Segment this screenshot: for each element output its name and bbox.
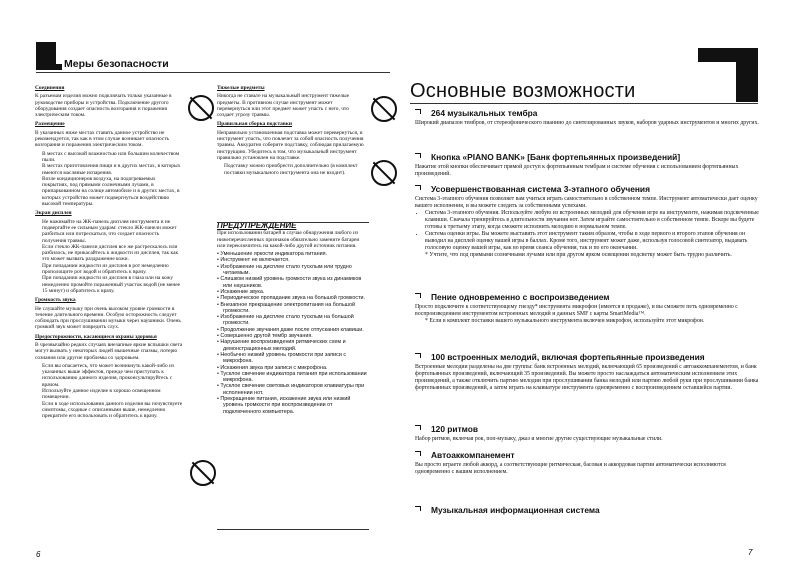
section-title-text: 120 ритмов — [431, 424, 479, 434]
list-item: • При попадании жидкости из дисплея в глаза или на кожу немедленно промойте пораженный участок водой (не менее 15 минут) и обратитесь к врачу. — [42, 275, 183, 294]
section-body — [415, 120, 759, 127]
list-item: • В местах приготовления пищи и в других местах, в которых имеются масляные испарения. — [42, 163, 183, 176]
section-title — [415, 352, 759, 362]
paragraph: Широкий диапазон тембров, от стереофонического пианино до синтезированных звуков, наборов ударных инструментов и многих других. — [415, 120, 759, 126]
page-title-right: Основные возможности — [410, 80, 636, 102]
warning-title: ПРЕДУПРЕЖДЕНИЕ — [217, 222, 297, 230]
list-item: • Тусклое свечение индикатора питания при использовании микрофона. — [217, 371, 369, 384]
page-header-left: Меры безопасности — [64, 58, 169, 70]
section-body — [415, 196, 759, 259]
subsection-heading: Размещение — [35, 121, 65, 128]
warning-intro: При использовании батарей в случае обнаружения любого из нижеперечисленных признаков обязательно замените батареи или переключитесь на какой-либо другой источник питания. — [217, 230, 360, 249]
list-item: • Внезапное прекращение электропитания на большой громкости. — [217, 302, 369, 315]
bullet-list — [217, 163, 365, 176]
paragraph: Вы просто играете любой аккорд, а соответствующие ритмическая, басовая и аккордовая партии автоматически исполняются одновременно с вашим исполнением. — [415, 462, 726, 475]
corner-mark-icon — [415, 109, 421, 114]
paragraph: К разъемам изделия можно подключать только указанные в руководстве приборы и устройства. Подключение другого оборудования создает опасность возгорания и поражения электрическим током. — [35, 93, 172, 119]
list-item: • Искажения звука при записи с микрофона. — [217, 365, 369, 371]
list-item: • Периодическое пропадание звука на большой громкости. — [217, 295, 369, 301]
feature-section — [415, 424, 759, 443]
feature-section — [415, 450, 759, 476]
list-item: • Изображение на дисплее стало тусклым на большой громкости. — [217, 314, 369, 327]
section-title-text: Автоаккомпанемент — [431, 450, 515, 460]
warning-box — [217, 222, 369, 530]
list-item: • Уменьшение яркости индикатора питания. — [217, 251, 369, 257]
section-title-text: 264 музыкальных тембра — [431, 108, 538, 118]
list-item: • Необычно низкий уровень громкости при записи с микрофона. — [217, 352, 369, 365]
list-item: • Система 3-этапного обучения. Используйте любую из встроенных мелодий для обучения игре на инструменте, нажимая подсвеченные клавиши. Сначала тренируйтесь в длительности звучания нот. Затем играйте самостоятельно в собственном темпе. Вскоре вы будете готовы к третьему этапу, когда сможете исполнить мелодию в нормальном темпе. — [425, 210, 759, 231]
note: * Если в комплект поставки вашего музыкального инструмента включен микрофон, используйте этот микрофон. — [425, 318, 705, 324]
list-item: • Изображение на дисплее стало тусклым или трудно читаемым. — [217, 264, 369, 277]
bullet-list — [35, 363, 183, 420]
corner-mark-icon — [415, 451, 421, 456]
subsection-heading: Предосторожности, касающиеся охраны здоровья — [35, 333, 157, 340]
prohibited-icon-1 — [188, 95, 214, 121]
subsection-heading: Громкость звука — [35, 297, 76, 304]
left-column-1 — [35, 82, 183, 552]
paragraph: Не слушайте музыку при очень высоком уровне громкости в течение длительного времени. Особую осторожность следует соблюдать при прослушивании музыки через наушники. Очень громкий звук может повредить слух. — [35, 305, 181, 331]
list-item: • В местах с высокой влажностью или большим количеством пыли. — [42, 151, 183, 164]
header-rule-right — [410, 103, 758, 104]
section-body — [415, 364, 759, 392]
list-item: • Искажение звука. — [217, 289, 369, 295]
section-body — [415, 462, 759, 476]
paragraph: Нажатие этой кнопки обеспечивает прямой доступ к фортепьянным тембрам и системе обучения с использованием фортепьянных произведений. — [415, 164, 739, 177]
list-item: • Если стекло ЖК-панели дисплея все же растрескалось или разбилось, не прикасайтесь к жидкости из дисплея, так как это может вызвать раздражение кожи. — [42, 244, 183, 263]
section-title — [415, 152, 759, 162]
section-title — [415, 450, 759, 460]
feature-section — [415, 108, 759, 127]
corner-mark-icon — [415, 425, 421, 430]
section-title — [415, 184, 759, 194]
list-item: • Слишком низкий уровень громкости звука из динамиков или наушников. — [217, 276, 369, 289]
prohibited-icon-2 — [371, 96, 397, 122]
bullet-list — [35, 151, 183, 208]
note: * Учтите, что под прямыми солнечными лучами или при другом ярком освещении подсветку может быть трудно различить. — [425, 252, 732, 258]
section-marker-right-side — [736, 48, 758, 102]
list-item: • Подставку можно приобрести дополнительно (в комплект поставки музыкального инструмента она не входит). — [224, 163, 365, 176]
feature-section — [415, 505, 759, 517]
page-number-right: 7 — [748, 548, 753, 557]
paragraph: Система 3-этапного обучения позволяет вам учиться играть самостоятельно в собственном темпе. Инструмент автоматически дает оценку вашего исполнения, и вы можете следить за собственными успехами. — [415, 196, 758, 209]
feature-section — [415, 152, 759, 178]
section-title-text: Усовершенствованная система 3-этапного обучения — [431, 184, 650, 194]
corner-mark-icon — [415, 506, 421, 511]
list-item: • Не нажимайте на ЖК-панель дисплея инструмента и не подвергайте ее сильным ударам: стекло ЖК-панели может разбиться или потрескаться, что создает опасность получения травмы. — [42, 219, 183, 244]
corner-mark-icon — [415, 293, 421, 298]
feature-section — [415, 292, 759, 325]
list-item: • Используйте данное изделие в хорошо освещенном помещении. — [42, 388, 183, 401]
list-item: • Возле кондиционеров воздуха, на подогреваемых покрытиях, под прямыми солнечными лучами, в припаркованном на солнце автомобиле и в других местах, в которых устройство может подвергнуться воздействию высокой температуры. — [42, 176, 183, 207]
section-title — [415, 424, 759, 434]
list-item: • При попадании жидкости из дисплея в рот немедленно прополощите рот водой и обратитесь к врачу. — [42, 263, 183, 276]
section-title — [415, 292, 759, 302]
section-body — [415, 304, 759, 325]
bullet-list — [415, 210, 759, 252]
list-item: • Продолжение звучания даже после отпускания клавиши. — [217, 327, 369, 333]
prohibited-icon-4 — [190, 460, 216, 486]
section-title — [415, 505, 759, 515]
section-body — [415, 436, 759, 443]
paragraph: В указанных ниже местах ставить данное устройство не рекомендуется, так как в этом случае возникает опасность возгорания и поражения электрическим током. — [35, 129, 170, 149]
warning-list — [217, 251, 369, 415]
prohibited-icon-3 — [371, 160, 397, 186]
paragraph: Встроенные мелодии разделены на две группы: банк встроенных мелодий, включающий 65 произведений с автоаккомпанементом, и банк фортепьянных произведений, включающий 35 произведений. Вы можете просто наслаждаться автоматическим исполнением этих произведений, а также отключить партию мелодии при прослушивании банка мелодий или партию любой руки при прослушивании банка фортепьянных произведений, а затем играть на клавиатуре инструмента одновременно с воспроизведением оставшейся партии. — [415, 364, 759, 391]
subsection-heading: Правильная сборка подставки — [217, 121, 292, 128]
paragraph: Неправильно установленная подставка может перевернуться, и инструмент упасть, что повлечет за собой опасность получения травмы. Аккуратно соберите подставку, соблюдая прилагаемую инструкцию. Убедитесь в том, что музыкальный инструмент правильно установлен на подставке. — [217, 129, 364, 161]
paragraph: Просто подключите к соответствующему гнезду* инструмента микрофон (имеется в продаже), и вы сможете петь одновременно с воспроизведением инструментом встроенных мелодий и данных SMF с карты SmartMedia™. — [415, 304, 738, 317]
subsection-heading: Тяжелые предметы — [217, 85, 265, 91]
list-item: • Совершенно другой тембр звучания. — [217, 333, 369, 339]
list-item: • Прекращение питания, искажение звука или низкий уровень громкости при воспроизведении от подключенного компьютера. — [217, 396, 369, 415]
list-item: • Инструмент не включается. — [217, 257, 369, 263]
feature-section — [415, 184, 759, 259]
list-item: • Система оценки игры. Вы можете выставить этот инструмент таким образом, чтобы в ходе первого и второго этапов обучения он выводил на дисплей оценку вашей игры в баллах. Кроме того, инструмент может даже, используя голосовой синтезатор, выдавать голосовую оценку вашей игры, как во время сеанса обучения, так и по его окончании. — [425, 231, 759, 252]
list-item: • Если вы опасаетесь, что может возникнуть какой-либо из указанных выше эффектов, прежде чем приступать к использованию данного изделия, проконсультируйтесь с врачом. — [42, 363, 183, 388]
section-title-text: 100 встроенных мелодий, включая фортепьянные произведения — [431, 352, 705, 362]
feature-section — [415, 352, 759, 392]
corner-mark-icon — [415, 153, 421, 158]
bullet-list — [35, 219, 183, 295]
section-title-text: Пение одновременно с воспроизведением — [431, 292, 610, 302]
paragraph: Никогда не ставьте на музыкальный инструмент тяжелые предметы. В противном случае инструмент может перевернуться или этот предмет может упасть с него, что создает угрозу травмы. — [217, 93, 350, 119]
section-body — [415, 164, 759, 178]
section-title — [415, 108, 759, 118]
section-marker-left-foot — [36, 64, 62, 70]
corner-mark-icon — [415, 353, 421, 358]
subsection-heading: Соединения — [35, 85, 65, 91]
section-title-text: Кнопка «PIANO BANK» [Банк фортепьянных произведений] — [431, 152, 681, 162]
list-item: • Нарушение воспроизведения ритмических схем и демонстрационных мелодий. — [217, 339, 369, 352]
paragraph: Набор ритмов, включая рок, поп-музыку, джаз и многие другие существующие музыкальные стили. — [415, 436, 663, 442]
section-title-text: Музыкальная информационная система — [431, 505, 600, 515]
page-number-left: 6 — [36, 550, 41, 559]
left-column-2 — [217, 82, 365, 218]
subsection-heading: Экран дисплея — [35, 210, 72, 217]
corner-mark-icon — [415, 185, 421, 190]
header-rule-left — [36, 72, 390, 73]
list-item: • Если в ходе использования данного изделия вы почувствуете симптомы, сходные с описанными выше, немедленно прекратите его использовать и обратитесь к врачу. — [42, 401, 183, 420]
list-item: • Тусклое свечение световых индикаторов клавиатуры при исполнении нот. — [217, 383, 369, 396]
paragraph: В чрезвычайно редких случаях внезапные яркие вспышки света могут вызвать у некоторых людей мышечные спазмы, потерю сознания или другие проблемы со здоровьем. — [35, 341, 183, 361]
